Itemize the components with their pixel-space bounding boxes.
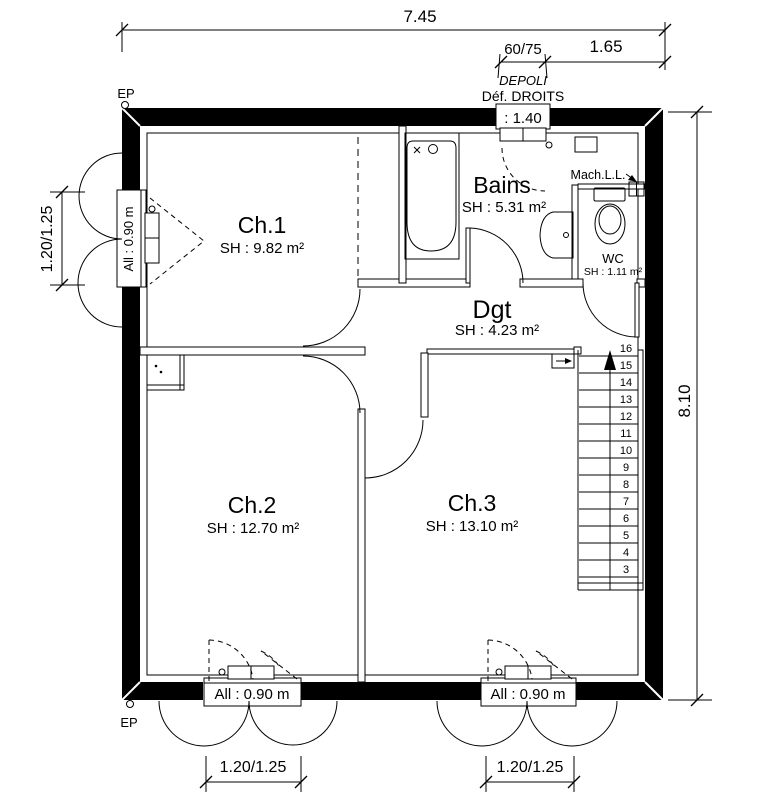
west-window-sill-label: All : 0.90 m — [121, 206, 136, 272]
room-name-bains: Bains — [473, 172, 531, 198]
door-leaf-wc — [635, 283, 639, 337]
wall-north — [122, 108, 663, 126]
washbasin-drain-icon — [564, 233, 569, 238]
door-arc-wc — [583, 283, 637, 337]
door-leaf-bains — [466, 228, 470, 283]
room-name-wc: WC — [602, 251, 624, 266]
machine-label: Mach.L.L. — [570, 168, 626, 182]
bathtub-drain-icon — [429, 145, 438, 154]
wall-ch1-south — [140, 347, 365, 355]
south-right-window-hinge — [496, 669, 502, 675]
stair-tread-number: 12 — [619, 411, 633, 423]
ep-pipe-icon-top — [122, 102, 129, 109]
west-shutter-arc — [78, 239, 122, 327]
stair-tread-number: 11 — [620, 428, 632, 440]
ep-label-top: EP — [117, 86, 135, 101]
room-area-ch1: SH : 9.82 m² — [219, 240, 305, 257]
toilet-seat-icon — [599, 206, 621, 234]
dim-overall-height: 8.10 — [675, 384, 694, 418]
bathtub-icon — [407, 141, 456, 251]
south-left-shutter-arc — [249, 701, 337, 745]
south-right-shutter-arc — [437, 701, 527, 746]
dim-top-window: 60/75 — [504, 41, 542, 58]
stair-tread-number: 14 — [619, 377, 633, 389]
interior-walls — [140, 126, 645, 682]
room-area-dgt: SH : 4.23 m² — [454, 322, 540, 339]
wall-east — [645, 108, 663, 700]
closet-mark — [160, 371, 163, 374]
dim-south-left-window: 1.20/1.25 — [219, 759, 287, 776]
up-arrow-icon — [604, 350, 616, 370]
stair-tread-number: 13 — [619, 394, 633, 406]
south-left-window-hinge — [219, 669, 225, 675]
south-right-shutter-arc — [527, 701, 617, 746]
wall-ch3-north — [427, 349, 578, 354]
stair-tread-number: 3 — [622, 564, 630, 576]
room-area-bains: SH : 5.31 m² — [461, 199, 547, 216]
south-left-window-sill-label: All : 0.90 m — [214, 686, 290, 703]
west-window — [78, 153, 204, 327]
room-name-ch1: Ch.1 — [237, 212, 287, 238]
stair-tread-number: 4 — [622, 547, 630, 559]
south-right-window-sill-label: All : 0.90 m — [490, 686, 566, 703]
duct-box — [575, 137, 597, 152]
wall-bains-south-b — [520, 279, 583, 287]
west-window-hinge — [149, 206, 155, 212]
def-droits-label: Déf. DROITS — [481, 88, 565, 104]
bathtub-surround — [405, 133, 459, 259]
room-name-ch3: Ch.3 — [447, 490, 497, 516]
stair-tread-number: 8 — [622, 479, 630, 491]
door-arc-ch1 — [303, 289, 360, 346]
door-arc-bains — [470, 228, 523, 283]
stair-tread-number: 15 — [619, 360, 633, 372]
stair-tread-number: 9 — [622, 462, 630, 474]
west-shutter-arc — [79, 153, 122, 239]
dim-overall-width: 7.45 — [403, 7, 437, 26]
outer-walls — [121, 107, 663, 701]
south-left-swing-dashed — [261, 651, 280, 668]
south-left-shutter-arc — [159, 701, 249, 746]
stair-tread-number: 16 — [619, 343, 633, 355]
toilet-tank-icon — [594, 188, 625, 201]
door-arc-ch2 — [303, 356, 360, 413]
stair-tread-number: 6 — [622, 513, 630, 525]
ep-label-bottom: EP — [120, 715, 138, 730]
dim-top-right-segment: 1.65 — [589, 37, 623, 56]
interior-face-outline — [147, 133, 638, 675]
stairs — [578, 343, 643, 590]
north-window-hinge — [546, 142, 552, 148]
dim-west-window: 1.20/1.25 — [39, 205, 56, 273]
south-right-swing-dashed — [536, 651, 555, 668]
stair-east-edge — [638, 350, 643, 590]
wall-ch2-ch3 — [358, 409, 365, 682]
ep-pipe-icon-bottom — [127, 701, 134, 708]
room-name-dgt: Dgt — [472, 296, 512, 324]
wall-bains-south-a — [358, 279, 470, 287]
stair-tread-number: 7 — [622, 496, 630, 508]
dim-south-right-window: 1.20/1.25 — [496, 759, 564, 776]
room-area-ch3: SH : 13.10 m² — [425, 518, 519, 535]
north-window-sill-label: : 1.40 — [504, 110, 542, 127]
room-name-ch2: Ch.2 — [227, 492, 277, 518]
door-arc-ch3 — [365, 420, 423, 478]
stair-tread-number: 10 — [619, 445, 633, 457]
wall-ch3-west — [421, 353, 428, 417]
room-area-ch2: SH : 12.70 m² — [206, 520, 300, 537]
stair-tread-number: 5 — [622, 530, 630, 542]
depoli-label: DEPOLI — [499, 73, 547, 88]
stair-tread-numbers — [620, 343, 632, 576]
closet-mark — [155, 365, 158, 368]
room-area-wc: SH : 1.11 m² — [583, 266, 643, 278]
